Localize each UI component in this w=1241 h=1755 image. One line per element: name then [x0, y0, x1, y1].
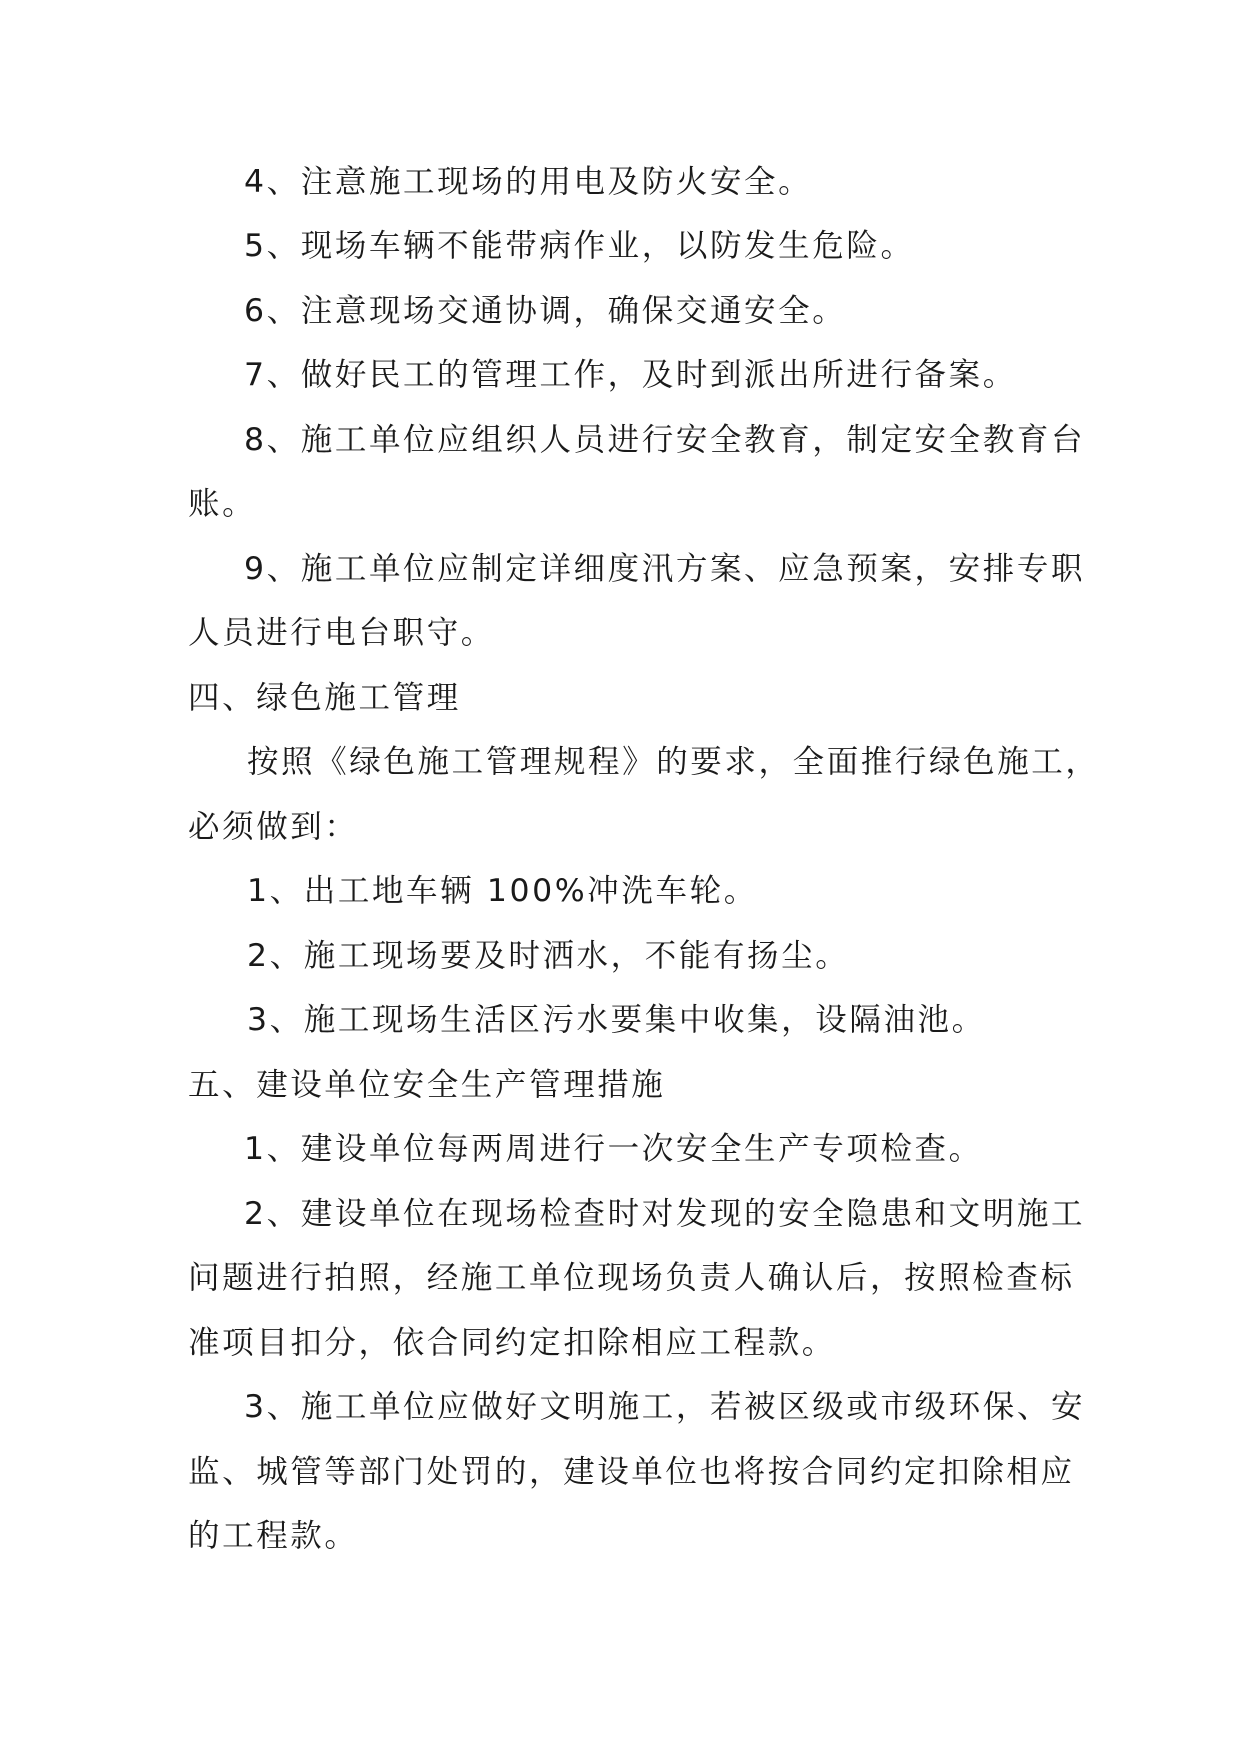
section-4-item-3: 3、施工现场生活区污水要集中收集，设隔油池。 [247, 1002, 986, 1038]
list-item-9-line-1: 9、施工单位应制定详细度汛方案、应急预案，安排专职 [244, 551, 1086, 587]
section-5-item-1: 1、建设单位每两周进行一次安全生产专项检查。 [244, 1131, 983, 1167]
section-5-item-3-line-1: 3、施工单位应做好文明施工，若被区级或市级环保、安 [244, 1389, 1086, 1425]
list-item-8-line-1: 8、施工单位应组织人员进行安全教育，制定安全教育台 [244, 422, 1086, 458]
section-4-intro-line-1: 按照《绿色施工管理规程》的要求，全面推行绿色施工， [247, 744, 1100, 780]
section-heading-4: 四、绿色施工管理 [188, 680, 461, 716]
section-5-item-3-line-3: 的工程款。 [188, 1518, 359, 1554]
list-item-6: 6、注意现场交通协调，确保交通安全。 [244, 293, 847, 329]
section-5-item-2-line-1: 2、建设单位在现场检查时对发现的安全隐患和文明施工 [244, 1196, 1086, 1232]
section-4-item-2: 2、施工现场要及时洒水，不能有扬尘。 [247, 938, 850, 974]
section-5-item-2-line-3: 准项目扣分，依合同约定扣除相应工程款。 [188, 1325, 836, 1361]
list-item-7: 7、做好民工的管理工作，及时到派出所进行备案。 [244, 357, 1017, 393]
list-item-5: 5、现场车辆不能带病作业，以防发生危险。 [244, 228, 915, 264]
section-heading-5: 五、建设单位安全生产管理措施 [188, 1067, 666, 1103]
section-5-item-2-line-2: 问题进行拍照，经施工单位现场负责人确认后，按照检查标 [188, 1260, 1075, 1296]
section-5-item-3-line-2: 监、城管等部门处罚的，建设单位也将按合同约定扣除相应 [188, 1454, 1075, 1490]
list-item-4: 4、注意施工现场的用电及防火安全。 [244, 164, 813, 200]
section-4-intro-line-2: 必须做到： [188, 809, 359, 845]
list-item-9-line-2: 人员进行电台职守。 [188, 615, 495, 651]
section-4-item-1: 1、出工地车辆 100%冲洗车轮。 [247, 873, 758, 909]
list-item-8-line-2: 账。 [188, 486, 257, 522]
